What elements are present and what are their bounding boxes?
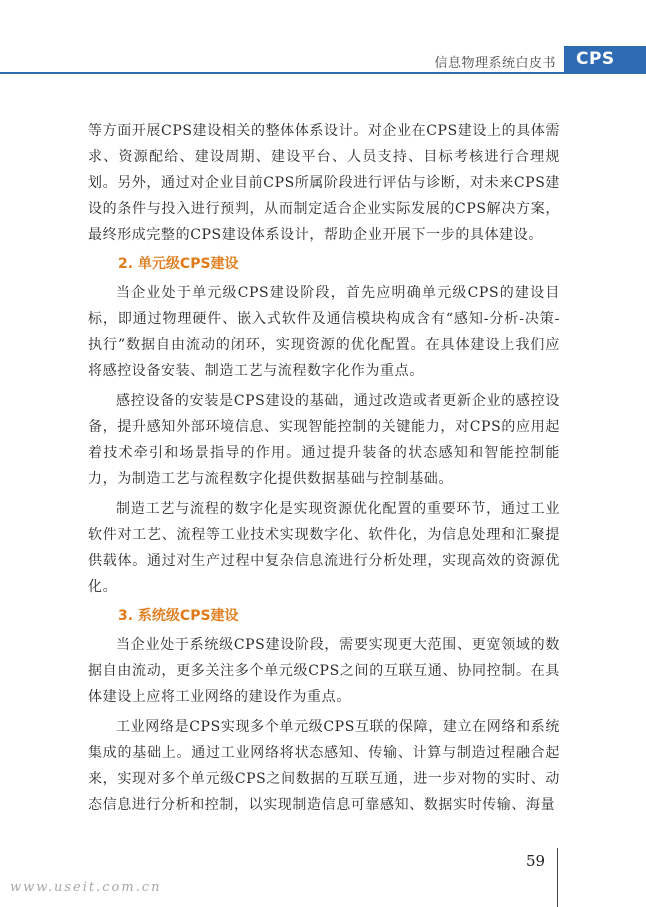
header-badge: CPS — [564, 46, 646, 72]
watermark: www.useit.com.cn — [10, 880, 162, 895]
page-number: 59 — [526, 852, 546, 870]
header-title: 信息物理系统白皮书 — [434, 56, 556, 71]
section-heading-unit-cps: 2. 单元级CPS建设 — [118, 256, 239, 272]
paragraph: 感控设备的安装是CPS建设的基础，通过改造或者更新企业的感控设备，提升感知外部环境信息、实现智能控制的关键能力，对CPS的应用起着技术牵引和场景指导的作用。通过提升装备的状态感知和智能控制能力，为制造工艺与流程数字化提供数据基础与控制基础。 — [88, 393, 560, 487]
paragraph: 制造工艺与流程的数字化是实现资源优化配置的重要环节，通过工业软件对工艺、流程等工业技术实现数字化、软件化，为信息处理和汇聚提供载体。通过对生产过程中复杂信息流进行分析处理，实现高效的资源优化。 — [88, 501, 560, 595]
paragraph-continued: 等方面开展CPS建设相关的整体体系设计。对企业在CPS建设上的具体需求、资源配给、建设周期、建设平台、人员支持、目标考核进行合理规划。另外，通过对企业目前CPS所属阶段进行评估与诊断，对未来CPS建设的条件与投入进行预判，从而制定适合企业实际发展的CPS解决方案，最终形成完整的CPS建设体系设计，帮助企业开展下一步的具体建设。 — [88, 123, 560, 243]
page-number-rule — [557, 848, 558, 907]
paragraph: 当企业处于单元级CPS建设阶段，首先应明确单元级CPS的建设目标，即通过物理硬件、嵌入式软件及通信模块构成含有“感知-分析-决策-执行”数据自由流动的闭环，实现资源的优化配置。在具体建设上我们应将感控设备安装、制造工艺与流程数字化作为重点。 — [88, 285, 560, 379]
header-divider — [0, 72, 646, 74]
paragraph: 当企业处于系统级CPS建设阶段，需要实现更大范围、更宽领域的数据自由流动，更多关注多个单元级CPS之间的互联互通、协同控制。在具体建设上应将工业网络的建设作为重点。 — [88, 637, 560, 705]
section-heading-system-cps: 3. 系统级CPS建设 — [118, 608, 239, 624]
paragraph: 工业网络是CPS实现多个单元级CPS互联的保障，建立在网络和系统集成的基础上。通过工业网络将状态感知、传输、计算与制造过程融合起来，实现对多个单元级CPS之间数据的互联互通，进一步对物的实时、动态信息进行分析和控制，以实现制造信息可靠感知、数据实时传输、海量 — [88, 719, 560, 813]
page-content — [88, 118, 560, 818]
page-header — [0, 0, 646, 80]
